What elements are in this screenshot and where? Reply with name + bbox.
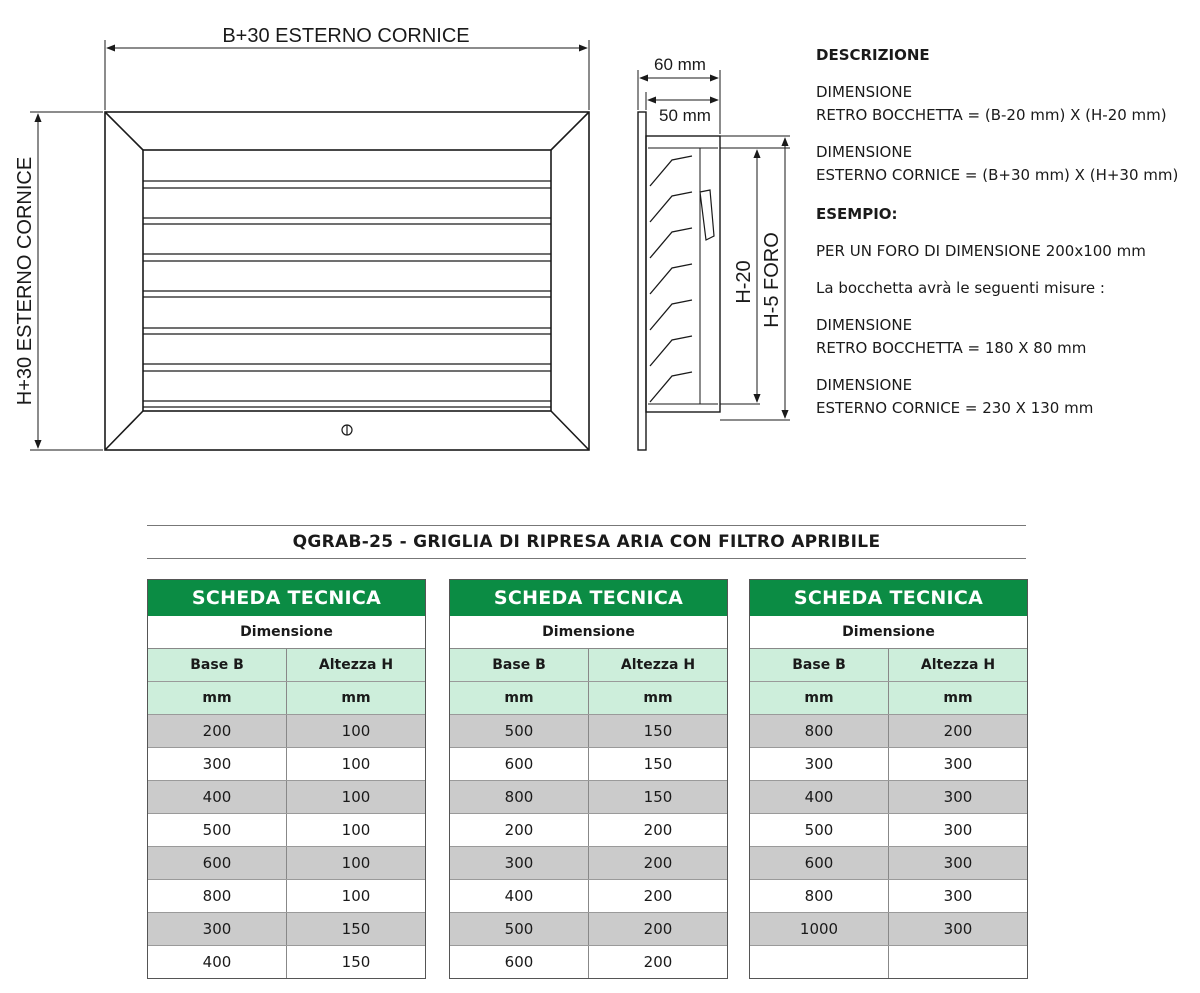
front-height-label: H+30 ESTERNO CORNICE — [14, 156, 36, 406]
cell-height — [888, 946, 1027, 978]
table-row — [148, 847, 425, 880]
retro-value: RETRO BOCCHETTA = (B-20 mm) X (H-20 mm) — [816, 106, 1167, 124]
table-row — [148, 781, 425, 814]
cell-base: 500 — [504, 920, 534, 938]
side-view — [638, 112, 720, 450]
table-row — [148, 748, 425, 781]
cell-height: 200 — [588, 814, 727, 846]
cell-base: 300 — [202, 920, 232, 938]
table-row — [750, 913, 1027, 946]
table-row — [450, 946, 727, 978]
cell-base: 1000 — [799, 920, 839, 938]
sheet-unit-row — [450, 682, 727, 715]
column-base-b: Base B — [792, 657, 846, 673]
front-width-label: B+30 ESTERNO CORNICE — [222, 25, 470, 47]
side-depth-outer-label: 60 mm — [654, 55, 706, 74]
cell-base: 400 — [804, 788, 834, 806]
sheet-column-headers — [450, 649, 727, 682]
cell-height: 150 — [588, 715, 727, 747]
cell-height: 300 — [888, 781, 1027, 813]
front-height-dimension — [30, 112, 103, 450]
esterno-value: ESTERNO CORNICE = (B+30 mm) X (H+30 mm) — [816, 166, 1179, 184]
table-row — [450, 880, 727, 913]
cell-height: 200 — [588, 946, 727, 978]
cell-height: 100 — [286, 781, 425, 813]
cell-base: 600 — [804, 854, 834, 872]
cell-base: 300 — [504, 854, 534, 872]
table-row — [148, 715, 425, 748]
example-retro-label: DIMENSIONE — [816, 316, 913, 334]
table-row — [450, 715, 727, 748]
unit-base: mm — [504, 690, 534, 706]
cell-height: 300 — [888, 814, 1027, 846]
cell-base: 600 — [202, 854, 232, 872]
cell-height: 150 — [588, 781, 727, 813]
example-intro: La bocchetta avrà le seguenti misure : — [816, 279, 1105, 297]
cell-base: 400 — [202, 788, 232, 806]
table-row — [750, 715, 1027, 748]
cell-base: 600 — [504, 755, 534, 773]
sheet-header: SCHEDA TECNICA — [148, 580, 425, 616]
cell-base: 600 — [504, 953, 534, 971]
front-width-dimension — [105, 40, 589, 110]
cell-height: 300 — [888, 748, 1027, 780]
cell-height: 200 — [588, 880, 727, 912]
unit-height: mm — [888, 682, 1027, 714]
description-title: DESCRIZIONE — [816, 46, 930, 64]
cell-height: 100 — [286, 715, 425, 747]
side-h20-label: H-20 — [733, 260, 755, 304]
table-row — [450, 748, 727, 781]
table-row — [450, 814, 727, 847]
table-row — [750, 748, 1027, 781]
table-row — [148, 880, 425, 913]
sheet-dimension-label: Dimensione — [450, 616, 727, 649]
cell-base: 800 — [804, 887, 834, 905]
table-row — [750, 781, 1027, 814]
cell-base: 500 — [504, 722, 534, 740]
unit-base: mm — [202, 690, 232, 706]
table-row — [750, 847, 1027, 880]
sheet-dimension-label: Dimensione — [148, 616, 425, 649]
louver-blades — [143, 181, 551, 407]
tech-sheet-3 — [749, 579, 1028, 979]
table-row — [750, 946, 1027, 978]
sheet-unit-row — [148, 682, 425, 715]
product-title: QGRAB-25 - GRIGLIA DI RIPRESA ARIA CON FILTRO APRIBILE — [147, 525, 1026, 559]
column-altezza-h: Altezza H — [888, 649, 1027, 681]
cell-height: 300 — [888, 913, 1027, 945]
cell-base — [750, 946, 888, 978]
table-row — [148, 814, 425, 847]
side-depth-inner-label: 50 mm — [659, 106, 711, 125]
cell-base: 300 — [804, 755, 834, 773]
cell-base: 500 — [202, 821, 232, 839]
table-row — [450, 913, 727, 946]
unit-height: mm — [588, 682, 727, 714]
example-esterno-label: DIMENSIONE — [816, 376, 913, 394]
cell-height: 200 — [588, 913, 727, 945]
cell-base: 500 — [804, 821, 834, 839]
retro-label: DIMENSIONE — [816, 83, 913, 101]
cell-base: 400 — [202, 953, 232, 971]
tech-sheet-2 — [449, 579, 728, 979]
column-base-b: Base B — [190, 657, 244, 673]
side-h5-label: H-5 FORO — [761, 232, 783, 328]
unit-base: mm — [804, 690, 834, 706]
example-text: PER UN FORO DI DIMENSIONE 200x100 mm — [816, 242, 1146, 260]
cell-base: 200 — [202, 722, 232, 740]
cell-height: 150 — [286, 913, 425, 945]
column-altezza-h: Altezza H — [588, 649, 727, 681]
cell-base: 800 — [504, 788, 534, 806]
sheet-dimension-label: Dimensione — [750, 616, 1027, 649]
unit-height: mm — [286, 682, 425, 714]
sheet-unit-row — [750, 682, 1027, 715]
cell-base: 400 — [504, 887, 534, 905]
column-altezza-h: Altezza H — [286, 649, 425, 681]
example-esterno-value: ESTERNO CORNICE = 230 X 130 mm — [816, 399, 1094, 417]
example-retro-value: RETRO BOCCHETTA = 180 X 80 mm — [816, 339, 1087, 357]
sheet-header: SCHEDA TECNICA — [450, 580, 727, 616]
cell-height: 300 — [888, 880, 1027, 912]
table-row — [750, 880, 1027, 913]
technical-drawing — [0, 0, 800, 470]
column-base-b: Base B — [492, 657, 546, 673]
description-panel — [816, 44, 1196, 420]
cell-height: 150 — [286, 946, 425, 978]
cell-height: 300 — [888, 847, 1027, 879]
tech-sheet-1 — [147, 579, 426, 979]
table-row — [450, 781, 727, 814]
cell-height: 100 — [286, 748, 425, 780]
table-row — [450, 847, 727, 880]
cell-height: 150 — [588, 748, 727, 780]
table-row — [750, 814, 1027, 847]
screw-icon — [342, 425, 352, 435]
example-title: ESEMPIO: — [816, 205, 898, 223]
sheet-column-headers — [148, 649, 425, 682]
cell-height: 100 — [286, 880, 425, 912]
cell-height: 200 — [888, 715, 1027, 747]
cell-height: 100 — [286, 847, 425, 879]
table-row — [148, 946, 425, 978]
front-view — [105, 112, 589, 450]
filter-latch — [700, 190, 714, 240]
cell-base: 800 — [804, 722, 834, 740]
esterno-label: DIMENSIONE — [816, 143, 913, 161]
cell-base: 800 — [202, 887, 232, 905]
cell-height: 200 — [588, 847, 727, 879]
table-row — [148, 913, 425, 946]
sheet-header: SCHEDA TECNICA — [750, 580, 1027, 616]
sheet-column-headers — [750, 649, 1027, 682]
cell-base: 300 — [202, 755, 232, 773]
cell-base: 200 — [504, 821, 534, 839]
cell-height: 100 — [286, 814, 425, 846]
side-louvers — [650, 156, 692, 402]
